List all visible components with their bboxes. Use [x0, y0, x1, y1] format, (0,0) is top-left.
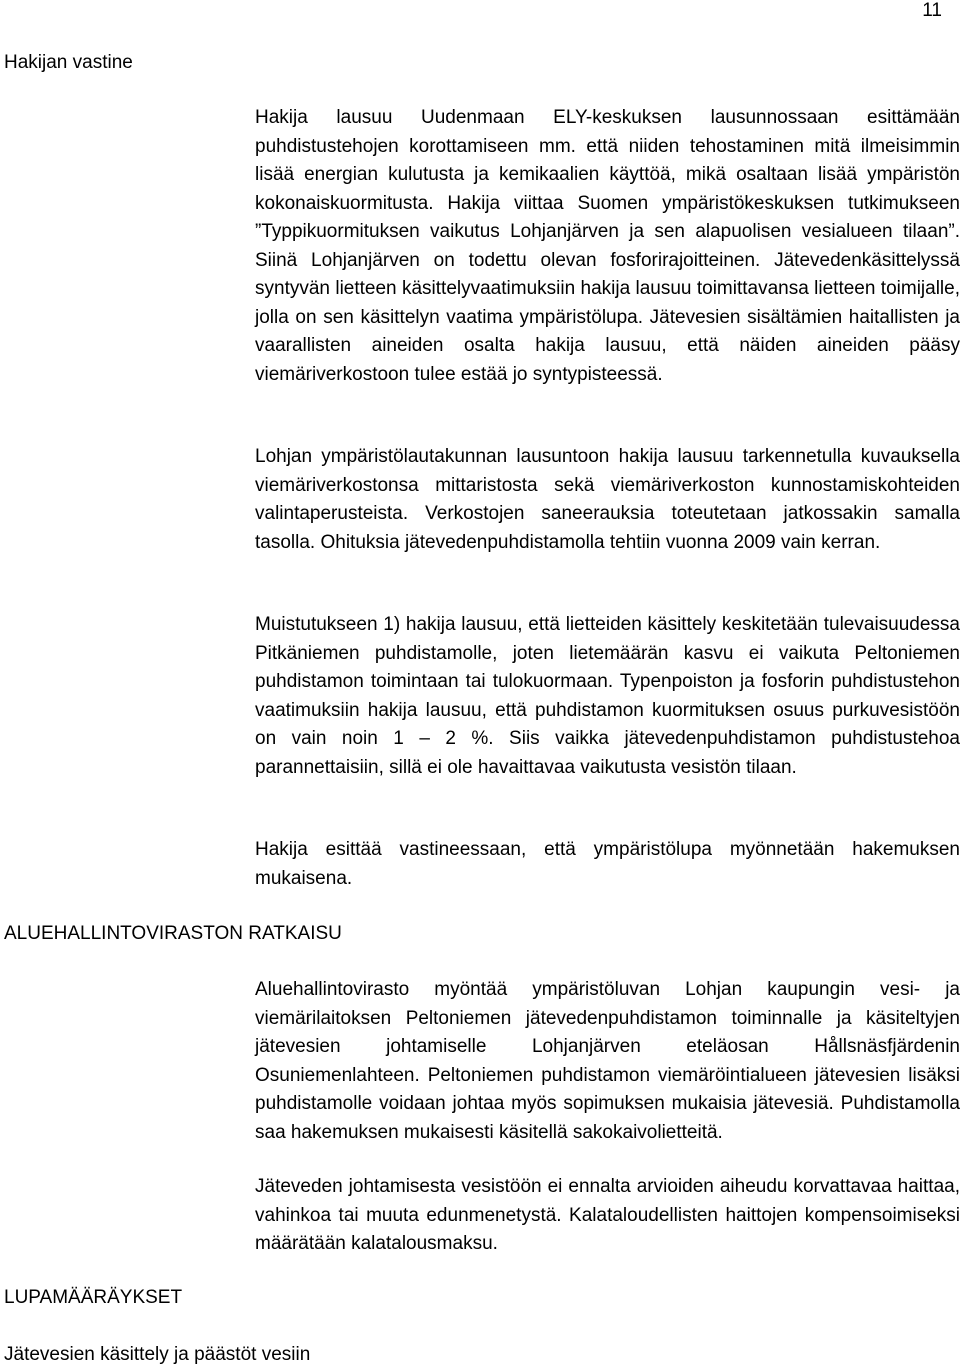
paragraph-ely-response: Hakija lausuu Uudenmaan ELY-keskuksen lausunnossaan esittämään puhdistustehojen korottamiseen mm. että niiden tehostaminen mitä ilmeisimmin lisää energian kulutusta ja kemikaalien käyttöä, mikä osaltaan lisää ympäristön kokonaiskuormitusta. Hakija viittaa Suomen ympäristökeskuksen tutkimukseen ”Typpikuormituksen vaikutus Lohjanjärven ja sen alapuolisen vesialueen tilaan”. Siinä Lohjanjärven on todettu olevan fosforirajoitteinen. Jätevedenkäsittelyssä syntyvän lietteen käsittelyvaatimuksiin hakija lausuu toimittavansa lietteen toimijalle, jolla on sen käsittelyn vaatima ympäristölupa. Jätevesien sisältämien haitallisten ja vaarallisten aineiden osalta hakija lausuu, että näiden aineiden pääsy viemäriverkostoon tulee estää jo syntypisteessä. — [255, 107, 960, 385]
section-heading-decision: ALUEHALLINTOVIRASTON RATKAISU — [4, 923, 342, 944]
subheading-wastewater: Jätevesien käsittely ja päästöt vesiin — [4, 1344, 311, 1365]
section-heading-response: Hakijan vastine — [4, 52, 133, 73]
paragraph-compensation: Jäteveden johtamisesta vesistöön ei ennalta arvioiden aiheudu korvattavaa haittaa, vahinkoa tai muuta edunmenetystä. Kalataloudellisten haittojen kompensoimiseksi määrätään kalatalousmaksu. — [255, 1176, 960, 1254]
section-heading-permit-regulations: LUPAMÄÄRÄYKSET — [4, 1287, 183, 1308]
paragraph-applicant-request: Hakija esittää vastineessaan, että ympäristölupa myönnetään hakemuksen mukaisena. — [255, 839, 960, 889]
paragraph-objection-response: Muistutukseen 1) hakija lausuu, että lietteiden käsittely keskitetään tulevaisuudessa Pitkäniemen puhdistamolle, joten lietemäärän kasvu ei vaikuta Peltoniemen puhdistamon toimintaan tai tulokuormaan. Typenpoiston ja fosforin puhdistustehon vaatimuksiin hakija lausuu, että puhdistamon kuormituksen osuus purkuvesistöön on vain noin 1 – 2 %. Siis vaikka jätevedenpuhdistamon puhdistustehoa parannettaisiin, sillä ei ole havaittavaa vaikutusta vesistön tilaan. — [255, 614, 960, 778]
page-number: 11 — [922, 0, 942, 21]
paragraph-lohja-response: Lohjan ympäristölautakunnan lausuntoon hakija lausuu tarkennetulla kuvauksella viemäriverkostonsa mittaristosta sekä viemäriverkoston kunnostamiskohteiden valintaperusteista. Verkostojen saneerauksia toteutetaan jatkossakin samalla tasolla. Ohituksia jätevedenpuhdistamolla tehtiin vuonna 2009 vain kerran. — [255, 446, 960, 553]
paragraph-decision: Aluehallintovirasto myöntää ympäristöluvan Lohjan kaupungin vesi- ja viemärilaitoksen Peltoniemen jätevedenpuhdistamon toiminnalle ja käsiteltyjen jätevesien johtamiselle Lohjanjärven eteläosan Hållsnäsfjärdenin Osuniemenlahteen. Peltoniemen puhdistamon viemäröintialueen jätevesien lisäksi puhdistamolle voidaan johtaa myös sopimuksen mukaisia jätevesiä. Puhdistamolla saa hakemuksen mukaisesti käsitellä sakokaivolietteitä. — [255, 979, 960, 1143]
